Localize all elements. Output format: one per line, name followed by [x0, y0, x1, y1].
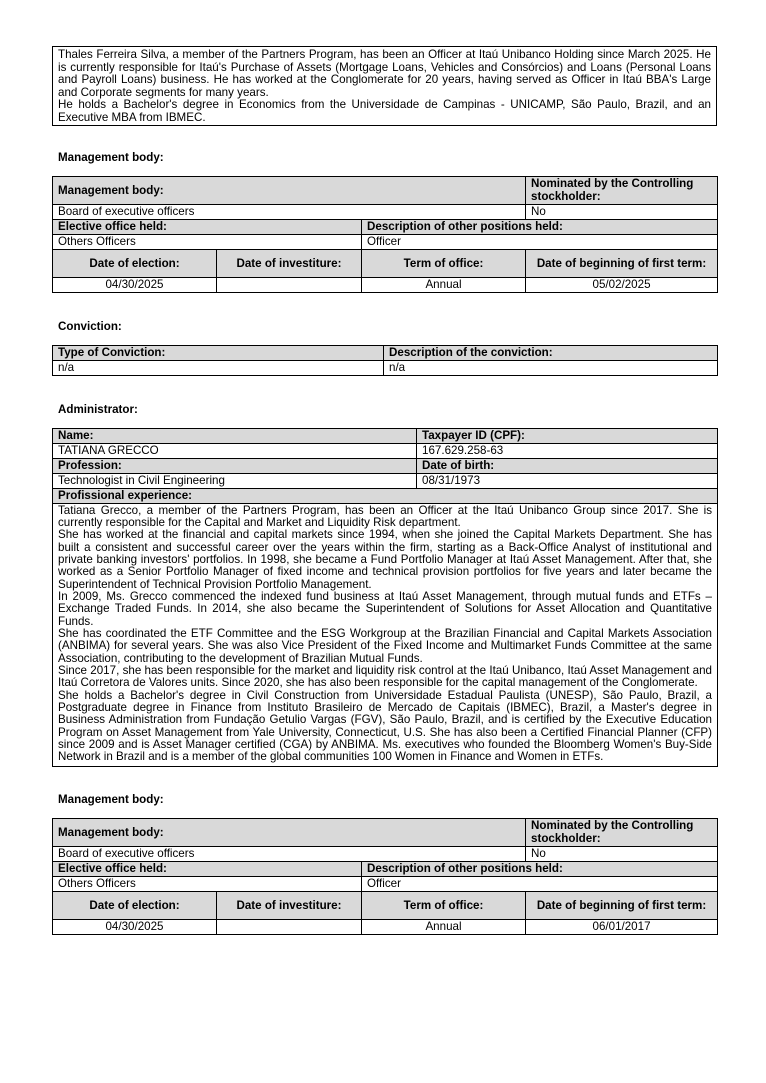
management-body-table [52, 818, 718, 935]
term-header: Term of office: [362, 891, 526, 919]
term-value: Annual [362, 277, 526, 292]
management-body-heading: Management body: [58, 150, 164, 164]
nominated-header: Nominated by the Controlling stockholder: [526, 176, 718, 204]
experience-text [53, 503, 718, 766]
elective-office-header: Elective office held: [53, 219, 362, 234]
other-positions-value: Officer [362, 234, 718, 249]
investiture-date-value [217, 277, 362, 292]
investiture-date-header: Date of investiture: [217, 249, 362, 277]
administrator-table [52, 428, 718, 767]
elective-office-value: Others Officers [53, 234, 362, 249]
management-body-table [52, 176, 718, 293]
bio-paragraph: Thales Ferreira Silva, a member of the Partners Program, has been an Officer at Itaú Unibanco Holding since March 2025. He is currently responsible for Itaú's Purchase of Assets (Mortgage Loans, Vehicles and Consórcios) and Loans (Personal Loans and Payroll Loans) business. He has worked at the Conglomerate for 20 years, having served as Officer in Itaú BBA's Large and Corporate segments for many years. [58, 48, 711, 99]
administrator-heading: Administrator: [58, 402, 138, 416]
experience-paragraph: Tatiana Grecco, a member of the Partners Program, has been an Officer at the Itaú Unibanco Group since 2017. She is currently responsible for the Capital and Market and Liquidity Risk department. [58, 503, 712, 529]
first-term-header: Date of beginning of first term: [526, 891, 718, 919]
bio-box [52, 46, 717, 126]
name-header: Name: [53, 428, 417, 443]
management-body-heading: Management body: [58, 792, 164, 806]
document-page [52, 46, 717, 935]
nominated-value: No [526, 846, 718, 861]
investiture-date-header: Date of investiture: [217, 891, 362, 919]
experience-paragraph: She has coordinated the ETF Committee and the ESG Workgroup at the Brazilian Financial and Capital Markets Association (ANBIMA) for several years. She was also Vice President of the Fixed Income and Multimarket Funds Committee at the same Association, contributing to the development of Brazilian Mutual Funds. [58, 627, 712, 665]
experience-paragraph: She holds a Bachelor's degree in Civil Construction from Universidade Estadual Paulista (UNESP), São Paulo, Brazil, a Postgraduate degree in Finance from Instituto Brasileiro de Mercado de Capitais (IBMEC), Brazil, a Master's degree in Business Administration from Fundação Getulio Vargas (FGV), São Paulo, Brazil, and is certified by the Executive Education Program on Asset Management from Yale University, Connecticut, U.S. She has also been a Certified Financial Planner (CFP) since 2009 and is Asset Manager certified (CGA) by ANBIMA. Ms. executives who founded the Bloomberg Women's Buy-Side Network in Brazil and is a member of the global communities 100 Women in Finance and Women in ETFs. [58, 688, 712, 764]
election-date-header: Date of election: [53, 249, 217, 277]
conviction-type-value: n/a [53, 360, 384, 375]
term-header: Term of office: [362, 249, 526, 277]
cpf-value: 167.629.258-63 [417, 443, 718, 458]
profession-value: Technologist in Civil Engineering [53, 473, 417, 488]
conviction-type-header: Type of Conviction: [53, 345, 384, 360]
management-body-header: Management body: [53, 176, 526, 204]
other-positions-header: Description of other positions held: [362, 861, 718, 876]
experience-header: Profissional experience: [53, 488, 718, 503]
conviction-heading: Conviction: [58, 319, 122, 333]
other-positions-value: Officer [362, 876, 718, 891]
experience-paragraph: She has worked at the financial and capital markets since 1994, when she joined the Capital Markets Department. She has built a consistent and successful career over the years within the firm, starting as a Back-Office Analyst of institutional and private banking investors' portfolios. In 1998, she became a Fund Portfolio Manager at Itaú Asset Management. After that, she worked as a Senior Portfolio Manager of fixed income and technical provision portfolios for five years and later became the Superintendent of Technical Provision Portfolio Management. [58, 528, 712, 591]
cpf-header: Taxpayer ID (CPF): [417, 428, 718, 443]
management-body-value: Board of executive officers [53, 204, 526, 219]
experience-paragraph: Since 2017, she has been responsible for the market and liquidity risk control at the Itaú Unibanco, Itaú Asset Management and Itaú Corretora de Valores units. Since 2020, she has also been responsible for the capital management of the Conglomerate. [58, 664, 712, 690]
first-term-value: 06/01/2017 [526, 919, 718, 934]
term-value: Annual [362, 919, 526, 934]
first-term-header: Date of beginning of first term: [526, 249, 718, 277]
profession-header: Profession: [53, 458, 417, 473]
first-term-value: 05/02/2025 [526, 277, 718, 292]
bio-paragraph: He holds a Bachelor's degree in Economics from the Universidade de Campinas - UNICAMP, São Paulo, Brazil, and an Executive MBA from IBMEC. [58, 98, 711, 124]
management-body-value: Board of executive officers [53, 846, 526, 861]
election-date-value: 04/30/2025 [53, 919, 217, 934]
election-date-value: 04/30/2025 [53, 277, 217, 292]
elective-office-value: Others Officers [53, 876, 362, 891]
dob-value: 08/31/1973 [417, 473, 718, 488]
election-date-header: Date of election: [53, 891, 217, 919]
conviction-desc-header: Description of the conviction: [384, 345, 718, 360]
investiture-date-value [217, 919, 362, 934]
conviction-desc-value: n/a [384, 360, 718, 375]
elective-office-header: Elective office held: [53, 861, 362, 876]
nominated-value: No [526, 204, 718, 219]
other-positions-header: Description of other positions held: [362, 219, 718, 234]
nominated-header: Nominated by the Controlling stockholder: [526, 818, 718, 846]
conviction-table [52, 345, 718, 376]
name-value: TATIANA GRECCO [53, 443, 417, 458]
dob-header: Date of birth: [417, 458, 718, 473]
experience-paragraph: In 2009, Ms. Grecco commenced the indexed fund business at Itaú Asset Management, through mutual funds and ETFs – Exchange Traded Funds. In 2014, she also became the Superintendent of Solutions for Asset Allocation and Quantitative Funds. [58, 589, 712, 628]
management-body-header: Management body: [53, 818, 526, 846]
